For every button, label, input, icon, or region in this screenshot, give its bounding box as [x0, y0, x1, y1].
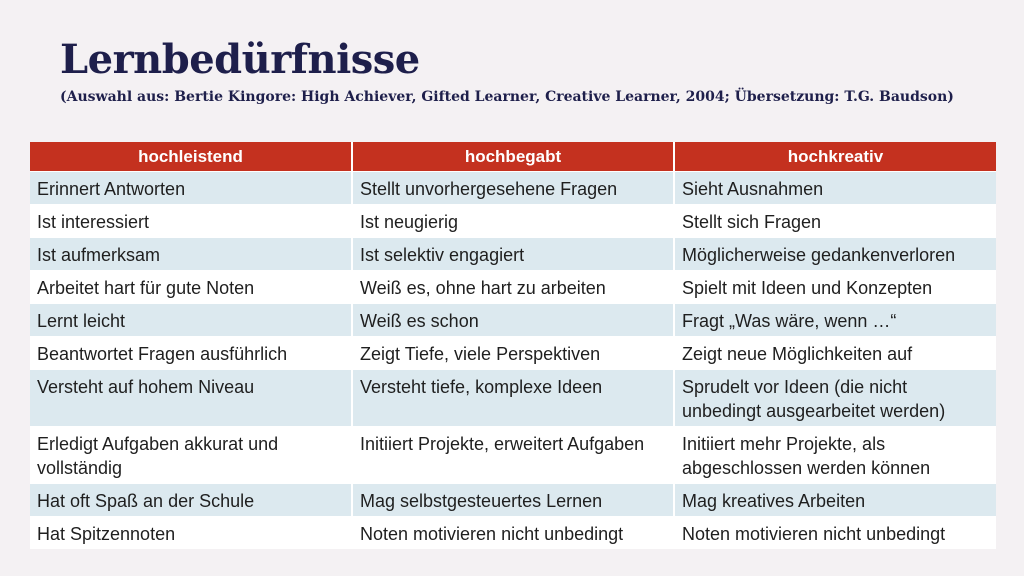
column-header-hochkreativ: hochkreativ	[674, 142, 996, 172]
table-row	[30, 370, 996, 427]
table-cell: Ist selektiv engagiert	[352, 238, 674, 271]
table-row	[30, 337, 996, 370]
table-cell: Initiiert Projekte, erweitert Aufgaben	[352, 427, 674, 484]
table-cell: Erledigt Aufgaben akkurat und vollständig	[30, 427, 352, 484]
table-cell: Fragt „Was wäre, wenn …“	[674, 304, 996, 337]
table-cell: Versteht auf hohem Niveau	[30, 370, 352, 427]
table-cell: Zeigt neue Möglichkeiten auf	[674, 337, 996, 370]
table-cell: Ist neugierig	[352, 205, 674, 238]
table-cell: Weiß es schon	[352, 304, 674, 337]
table-cell: Ist interessiert	[30, 205, 352, 238]
table-cell: Stellt unvorhergesehene Fragen	[352, 172, 674, 205]
table-cell: Beantwortet Fragen ausführlich	[30, 337, 352, 370]
table-row	[30, 427, 996, 484]
table-cell: Noten motivieren nicht unbedingt	[674, 517, 996, 550]
slide-subtitle: (Auswahl aus: Bertie Kingore: High Achiever, Gifted Learner, Creative Learner, 2004; Übersetzung: T.G. Baudson)	[60, 89, 954, 105]
slide-title: Lernbedürfnisse	[60, 36, 420, 83]
table-cell: Erinnert Antworten	[30, 172, 352, 205]
table-header	[30, 142, 996, 172]
table-cell: Mag selbstgesteuertes Lernen	[352, 484, 674, 517]
header-row	[30, 142, 996, 172]
table-cell: Sprudelt vor Ideen (die nicht unbedingt ausgearbeitet werden)	[674, 370, 996, 427]
comparison-table	[30, 142, 996, 549]
table-cell: Zeigt Tiefe, viele Perspektiven	[352, 337, 674, 370]
table-cell: Initiiert mehr Projekte, als abgeschlossen werden können	[674, 427, 996, 484]
table-cell: Stellt sich Fragen	[674, 205, 996, 238]
column-header-hochleistend: hochleistend	[30, 142, 352, 172]
table-row	[30, 517, 996, 550]
table-row	[30, 484, 996, 517]
table-body	[30, 172, 996, 550]
table-cell: Hat Spitzennoten	[30, 517, 352, 550]
table-cell: Noten motivieren nicht unbedingt	[352, 517, 674, 550]
table-cell: Weiß es, ohne hart zu arbeiten	[352, 271, 674, 304]
table-cell: Spielt mit Ideen und Konzepten	[674, 271, 996, 304]
table-row	[30, 238, 996, 271]
table-cell: Sieht Ausnahmen	[674, 172, 996, 205]
table-row	[30, 172, 996, 205]
table-cell: Hat oft Spaß an der Schule	[30, 484, 352, 517]
table-cell: Arbeitet hart für gute Noten	[30, 271, 352, 304]
table-cell: Ist aufmerksam	[30, 238, 352, 271]
table-cell: Mag kreatives Arbeiten	[674, 484, 996, 517]
table-row	[30, 304, 996, 337]
table-row	[30, 205, 996, 238]
table-cell: Versteht tiefe, komplexe Ideen	[352, 370, 674, 427]
table-cell: Möglicherweise gedankenverloren	[674, 238, 996, 271]
table-cell: Lernt leicht	[30, 304, 352, 337]
column-header-hochbegabt: hochbegabt	[352, 142, 674, 172]
table-row	[30, 271, 996, 304]
